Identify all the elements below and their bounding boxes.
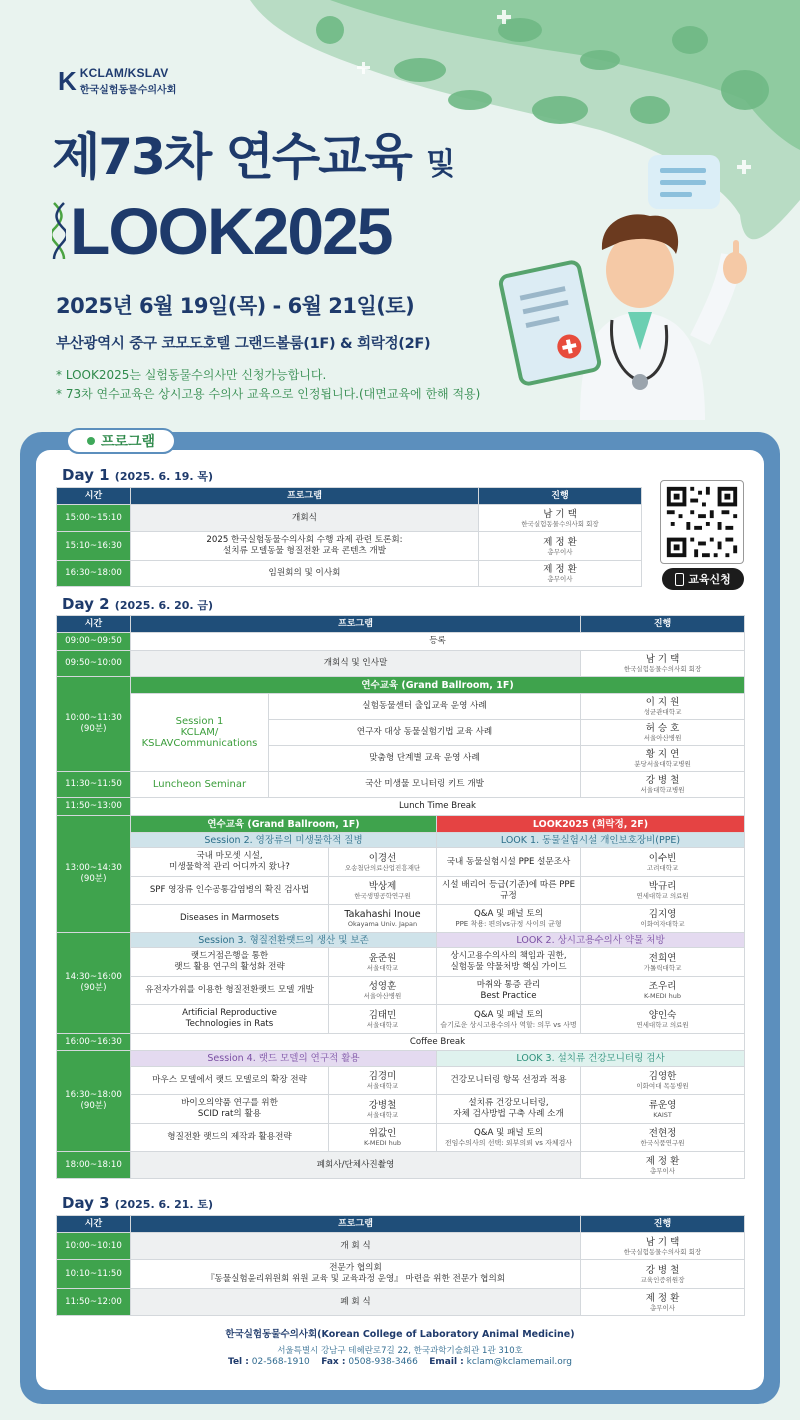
table-row [57, 977, 745, 1005]
look-talk-title: 상시고용수의사의 책임과 권한, [450, 951, 567, 961]
look-talk-title: Q&A 및 패널 토의 [473, 909, 544, 919]
row-time: 16:30~18:00 [57, 561, 131, 587]
footer-contact [36, 1357, 764, 1367]
row-time: 16:30~18:00 [65, 1090, 122, 1100]
band-ballroom: 연수교육 (Grand Ballroom, 1F) [131, 816, 437, 833]
program-tab [66, 428, 176, 454]
table-row [57, 1260, 745, 1289]
table-header [57, 488, 642, 505]
row-program: 연구자 대상 동물실험기법 교육 사례 [269, 720, 581, 746]
day3-heading [62, 1194, 213, 1212]
tel-value: 02-568-1910 [251, 1357, 310, 1367]
day2-date: (2025. 6. 20. 금) [114, 599, 214, 612]
table-row [57, 877, 745, 905]
row-program: 전문가 협의회 [329, 1263, 382, 1273]
table-row [57, 905, 745, 933]
row-program: 등록 [131, 633, 745, 651]
fax-value: 0508-938-3466 [348, 1357, 418, 1367]
luncheon-label: Luncheon Seminar [131, 772, 269, 798]
event-title [52, 128, 455, 186]
col-time: 시간 [57, 488, 131, 505]
speaker-affiliation: 이화여대 목동병원 [636, 1082, 689, 1090]
row-program: 폐회사/단체사진촬영 [131, 1152, 581, 1179]
row-duration: (90분) [80, 983, 107, 993]
look-talk-subtitle: 전임수의사의 선택: 외부의뢰 vs 자체검사 [444, 1139, 573, 1147]
talk-title-line2: 미생물학적 관리 어디까지 왔나? [169, 862, 290, 872]
host-affiliation: 성균관대학교 [643, 708, 682, 716]
col-program: 프로그램 [131, 488, 479, 505]
day1-heading [62, 466, 213, 484]
look2-title: LOOK 2. 상시고용수의사 약물 처방 [437, 933, 745, 948]
host-name: 제 정 환 [543, 536, 577, 548]
col-time: 시간 [57, 616, 131, 633]
event-dates: 2025년 6월 19일(목) - 6월 21일(토) [56, 294, 415, 318]
session1-line2: KCLAM/ [180, 727, 219, 738]
speaker-affiliation: 한국생명공학연구원 [354, 892, 411, 900]
host-name: 제 정 환 [543, 564, 577, 575]
speaker-affiliation: 오송첨단의료산업진흥재단 [344, 863, 421, 872]
speaker-name: 이수빈 [648, 852, 677, 864]
speaker-affiliation: K-MEDI hub [364, 1139, 401, 1147]
table-row [57, 1289, 745, 1316]
qr-code[interactable] [660, 480, 744, 564]
tel-label: Tel : [228, 1357, 249, 1367]
look-title: LOOK2025 [70, 194, 392, 268]
table-row [57, 1124, 745, 1152]
row-time: 11:50~13:00 [57, 798, 131, 816]
col-host: 진행 [581, 616, 745, 633]
speaker-name: 위값인 [368, 1128, 397, 1139]
row-duration: (90분) [80, 724, 107, 734]
speaker-name: 조우리 [648, 981, 677, 992]
talk-title: 국내 마모셋 시설, [196, 851, 263, 861]
speaker-name: 박규리 [648, 881, 677, 892]
table-row [57, 505, 642, 532]
table-row [57, 1005, 745, 1034]
look-talk-title-line2: 실험동물 약물처방 핵심 가이드 [450, 962, 567, 972]
row-program: Lunch Time Break [131, 798, 745, 816]
speaker-name: 전현정 [648, 1128, 677, 1139]
table-row [57, 532, 642, 561]
speaker-name: 류운영 [648, 1099, 677, 1111]
host-name: 제 정 환 [645, 1155, 680, 1167]
phone-icon [675, 573, 684, 586]
day2-label: Day 2 [62, 595, 110, 613]
look1-title: LOOK 1. 동물실험시설 개인보호장비(PPE) [437, 833, 745, 848]
speaker-affiliation: KAIST [653, 1110, 672, 1119]
day3-table [56, 1215, 745, 1316]
row-time: 10:00~11:30 [65, 713, 122, 723]
session1-line1: Session 1 [175, 716, 224, 727]
table-row [57, 651, 745, 677]
speaker-affiliation: 서울대학교 [366, 1110, 399, 1119]
row-time: 16:00~16:30 [57, 1034, 131, 1051]
row-program: 실험동물센터 출입교육 운영 사례 [269, 694, 581, 720]
band-look: LOOK2025 (희락정, 2F) [437, 816, 745, 833]
row-time: 18:00~18:10 [57, 1152, 131, 1179]
row-time: 11:50~12:00 [57, 1289, 131, 1316]
look-talk-title: 마취와 통증 관리 [476, 979, 541, 990]
apply-button-label: 교육신청 [688, 573, 731, 586]
talk-title-line2: Technologies in Rats [185, 1019, 274, 1029]
host-affiliation: 총무이사 [547, 547, 573, 556]
row-program: 개회식 및 인사말 [131, 651, 581, 677]
table-row [57, 1095, 745, 1124]
speaker-name: 전희연 [648, 952, 677, 964]
talk-title-line2: 랫드 활용 연구의 활성화 전략 [174, 962, 285, 972]
row-duration: (90분) [80, 874, 107, 884]
row-program: 국산 미생물 모니터링 키트 개발 [269, 772, 581, 798]
day3-date: (2025. 6. 21. 토) [114, 1198, 214, 1211]
col-host: 진행 [479, 488, 642, 505]
speaker-affiliation: 고려대학교 [646, 863, 679, 872]
email-link[interactable]: kclam@kclamemail.org [466, 1357, 572, 1367]
host-name: 황 지 연 [645, 749, 680, 760]
look-talk-title: 설치류 건강모니터링, [468, 1098, 549, 1108]
talk-title: 마우스 모델에서 랫드 모델로의 확장 전략 [131, 1067, 329, 1095]
speaker-name: 윤준원 [368, 952, 397, 964]
table-row [57, 1034, 745, 1051]
speaker-affiliation: 서울대학교 [366, 963, 399, 972]
host-name: 제 정 환 [645, 1292, 680, 1304]
table-row [57, 833, 745, 848]
talk-title: Artificial Reproductive [182, 1008, 277, 1018]
row-time: 09:50~10:00 [57, 651, 131, 677]
look-talk-title: 건강모니터링 항목 선정과 적용 [437, 1067, 581, 1095]
bullet-icon [87, 437, 95, 445]
host-affiliation: 총무이사 [547, 575, 573, 583]
speaker-name: 김경미 [368, 1071, 397, 1082]
day3-label: Day 3 [62, 1194, 110, 1212]
table-row [57, 816, 745, 833]
look-talk-title: Q&A 및 패널 토의 [473, 1128, 544, 1138]
dna-icon [52, 201, 66, 261]
event-venue: 부산광역시 중구 코모도호텔 그랜드볼룸(1F) & 희락정(2F) [56, 336, 431, 352]
speaker-affiliation: 서울대학교 [366, 1020, 399, 1029]
table-header [57, 616, 745, 633]
look-talk-title: 국내 동물실험시설 PPE 설문조사 [446, 856, 571, 867]
email-label: Email : [429, 1357, 464, 1367]
host-name: 이 지 원 [645, 697, 680, 708]
speaker-affiliation: 서울대학교 [366, 1082, 399, 1090]
title-connector: 및 [426, 147, 455, 182]
look2025-wordmark [52, 194, 392, 268]
footer-org: 한국실험동물수의사회(Korean College of Laboratory Animal Medicine) [225, 1329, 575, 1340]
table-row [57, 848, 745, 877]
day1-date: (2025. 6. 19. 목) [114, 470, 214, 483]
program-tab-label: 프로그램 [100, 434, 156, 450]
speaker-name: Takahashi Inoue [344, 909, 421, 920]
row-program: 맞춤형 단계별 교육 운영 사례 [269, 746, 581, 772]
talk-title: 유전자가위를 이용한 형질전환랫드 모델 개발 [131, 977, 329, 1005]
row-program: 개회식 [131, 505, 479, 532]
day1-label: Day 1 [62, 466, 110, 484]
row-program: 개 회 식 [131, 1233, 581, 1260]
row-time: 09:00~09:50 [57, 633, 131, 651]
logo-title: KCLAM/KSLAV [79, 66, 169, 80]
host-affiliation: 총무이사 [649, 1166, 676, 1175]
session3-title: Session 3. 형질전환랫드의 생산 및 보존 [131, 933, 437, 948]
host-name: 남 기 택 [645, 654, 680, 665]
event-notes [56, 366, 480, 404]
talk-title: 바이오의약품 연구를 위한 [181, 1098, 278, 1108]
host-affiliation: 교육인증위원장 [640, 1275, 685, 1284]
host-affiliation: 한국실험동물수의사회 회장 [521, 519, 599, 528]
speaker-name: 양인숙 [648, 1009, 677, 1021]
day1-table [56, 487, 642, 587]
session1-label [131, 694, 269, 772]
host-name: 허 승 호 [645, 723, 680, 734]
logo-k-mark: K [58, 66, 77, 96]
host-name: 강 병 철 [645, 775, 680, 786]
apply-button[interactable] [662, 568, 744, 590]
talk-title: 랫드거점은행을 통한 [190, 951, 269, 961]
table-row [57, 694, 745, 720]
title-main: 제73차 연수교육 [52, 128, 411, 186]
row-program: 임원회의 및 이사회 [131, 561, 479, 587]
row-program-line2: 설치류 모델동물 형질전환 교육 콘텐츠 개발 [222, 546, 387, 556]
speaker-name: 김태민 [368, 1009, 397, 1021]
speaker-name: 김지영 [648, 909, 677, 920]
speaker-name: 박상제 [368, 881, 397, 892]
table-row [57, 677, 745, 694]
speaker-affiliation: 연세대학교 의료원 [636, 892, 689, 900]
table-row [57, 1067, 745, 1095]
talk-title: SPF 영장류 인수공통감염병의 확진 검사법 [131, 877, 329, 905]
fax-label: Fax : [321, 1357, 346, 1367]
col-program: 프로그램 [131, 1216, 581, 1233]
speaker-affiliation: 가톨릭대학교 [643, 963, 682, 972]
host-affiliation: 한국실험동물수의사회 회장 [623, 1247, 702, 1256]
row-time: 10:00~10:10 [57, 1233, 131, 1260]
session1-line3: KSLAVCommunications [141, 738, 258, 749]
row-time: 15:00~15:10 [57, 505, 131, 532]
table-row [57, 948, 745, 977]
look-talk-title-line2: Best Practice [480, 990, 537, 1001]
host-affiliation: 분당서울대학교병원 [634, 760, 691, 768]
col-time: 시간 [57, 1216, 131, 1233]
host-name: 남 기 택 [543, 508, 577, 520]
row-time: 14:30~16:00 [65, 972, 122, 982]
table-row [57, 798, 745, 816]
table-row [57, 1152, 745, 1179]
footer-address: 서울특별시 강남구 테헤란로7길 22, 한국과학기술회관 1관 310호 [277, 1346, 523, 1356]
note-2: * 73차 연수교육은 상시고용 수의사 교육으로 인정됩니다.(대면교육에 한해 적용) [56, 387, 481, 401]
day2-table [56, 615, 745, 1179]
host-affiliation: 한국실험동물수의사회 회장 [623, 665, 702, 673]
day2-heading [62, 595, 213, 613]
row-time: 13:00~14:30 [65, 863, 122, 873]
row-time: 15:10~16:30 [57, 532, 131, 561]
col-program: 프로그램 [131, 616, 581, 633]
logo-subtitle: 한국실험동물수의사회 [79, 85, 177, 96]
host-affiliation: 서울대학교병원 [640, 786, 685, 794]
note-1: * LOOK2025는 실험동물수의사만 신청가능합니다. [56, 368, 327, 382]
row-time: 10:10~11:50 [57, 1260, 131, 1289]
host-affiliation: 총무이사 [649, 1303, 676, 1312]
look-talk-subtitle: 슬기로운 상시고용수의사 역할: 의무 vs 사명 [440, 1020, 577, 1029]
look-talk-subtitle: PPE 착용: 편의vs규정 사이의 균형 [455, 920, 562, 928]
look-talk-title-line2: 자체 검사방법 구축 사례 소개 [453, 1109, 564, 1119]
look-talk-title: 시설 배리어 등급(기준)에 따른 PPE 규정 [437, 877, 581, 905]
row-program-line2: 『동물실험윤리위원회 위원 교육 및 교육과정 운영』 마련을 위한 전문가 협의회 [205, 1274, 506, 1284]
table-row [57, 633, 745, 651]
session4-title: Session 4. 랫드 모델의 연구적 활용 [131, 1051, 437, 1067]
host-name: 강 병 철 [645, 1264, 680, 1276]
table-row [57, 933, 745, 948]
band-ballroom: 연수교육 (Grand Ballroom, 1F) [131, 677, 745, 694]
look3-title: LOOK 3. 설치류 건강모니터링 검사 [437, 1051, 745, 1067]
speaker-name: 강병철 [368, 1099, 397, 1111]
session2-title: Session 2. 영장류의 미생물학적 질병 [131, 833, 437, 848]
talk-title: 형질전환 랫드의 제작과 활용전략 [131, 1124, 329, 1152]
table-row [57, 1051, 745, 1067]
row-program: 2025 한국실험동물수의사회 수행 과제 관련 토론회: [206, 535, 403, 545]
talk-title-line2: SCID rat의 활용 [197, 1109, 262, 1119]
host-name: 남 기 택 [645, 1236, 680, 1248]
table-row [57, 772, 745, 798]
kclam-logo [58, 66, 176, 96]
table-header [57, 1216, 745, 1233]
col-host: 진행 [581, 1216, 745, 1233]
table-row [57, 1233, 745, 1260]
speaker-name: 성영훈 [368, 981, 397, 992]
speaker-affiliation: 한국식품연구원 [640, 1139, 685, 1147]
look-talk-title: Q&A 및 패널 토의 [473, 1009, 544, 1020]
doctor-illustration [480, 150, 780, 420]
talk-title: Diseases in Marmosets [131, 905, 329, 933]
speaker-affiliation: 서울아산병원 [363, 992, 402, 1000]
row-duration: (90분) [80, 1101, 107, 1111]
speaker-name: 이경선 [368, 852, 397, 864]
speaker-affiliation: K-MEDI hub [644, 992, 682, 1000]
table-row [57, 561, 642, 587]
host-affiliation: 서울아산병원 [643, 734, 682, 742]
speaker-affiliation: 연세대학교 의료원 [636, 1020, 689, 1029]
speaker-name: 김영한 [648, 1071, 677, 1082]
row-time: 11:30~11:50 [57, 772, 131, 798]
speaker-affiliation: 이화여자대학교 [640, 920, 685, 928]
row-program: 폐 회 식 [131, 1289, 581, 1316]
row-program: Coffee Break [131, 1034, 745, 1051]
speaker-affiliation: Okayama Univ. Japan [347, 920, 418, 928]
